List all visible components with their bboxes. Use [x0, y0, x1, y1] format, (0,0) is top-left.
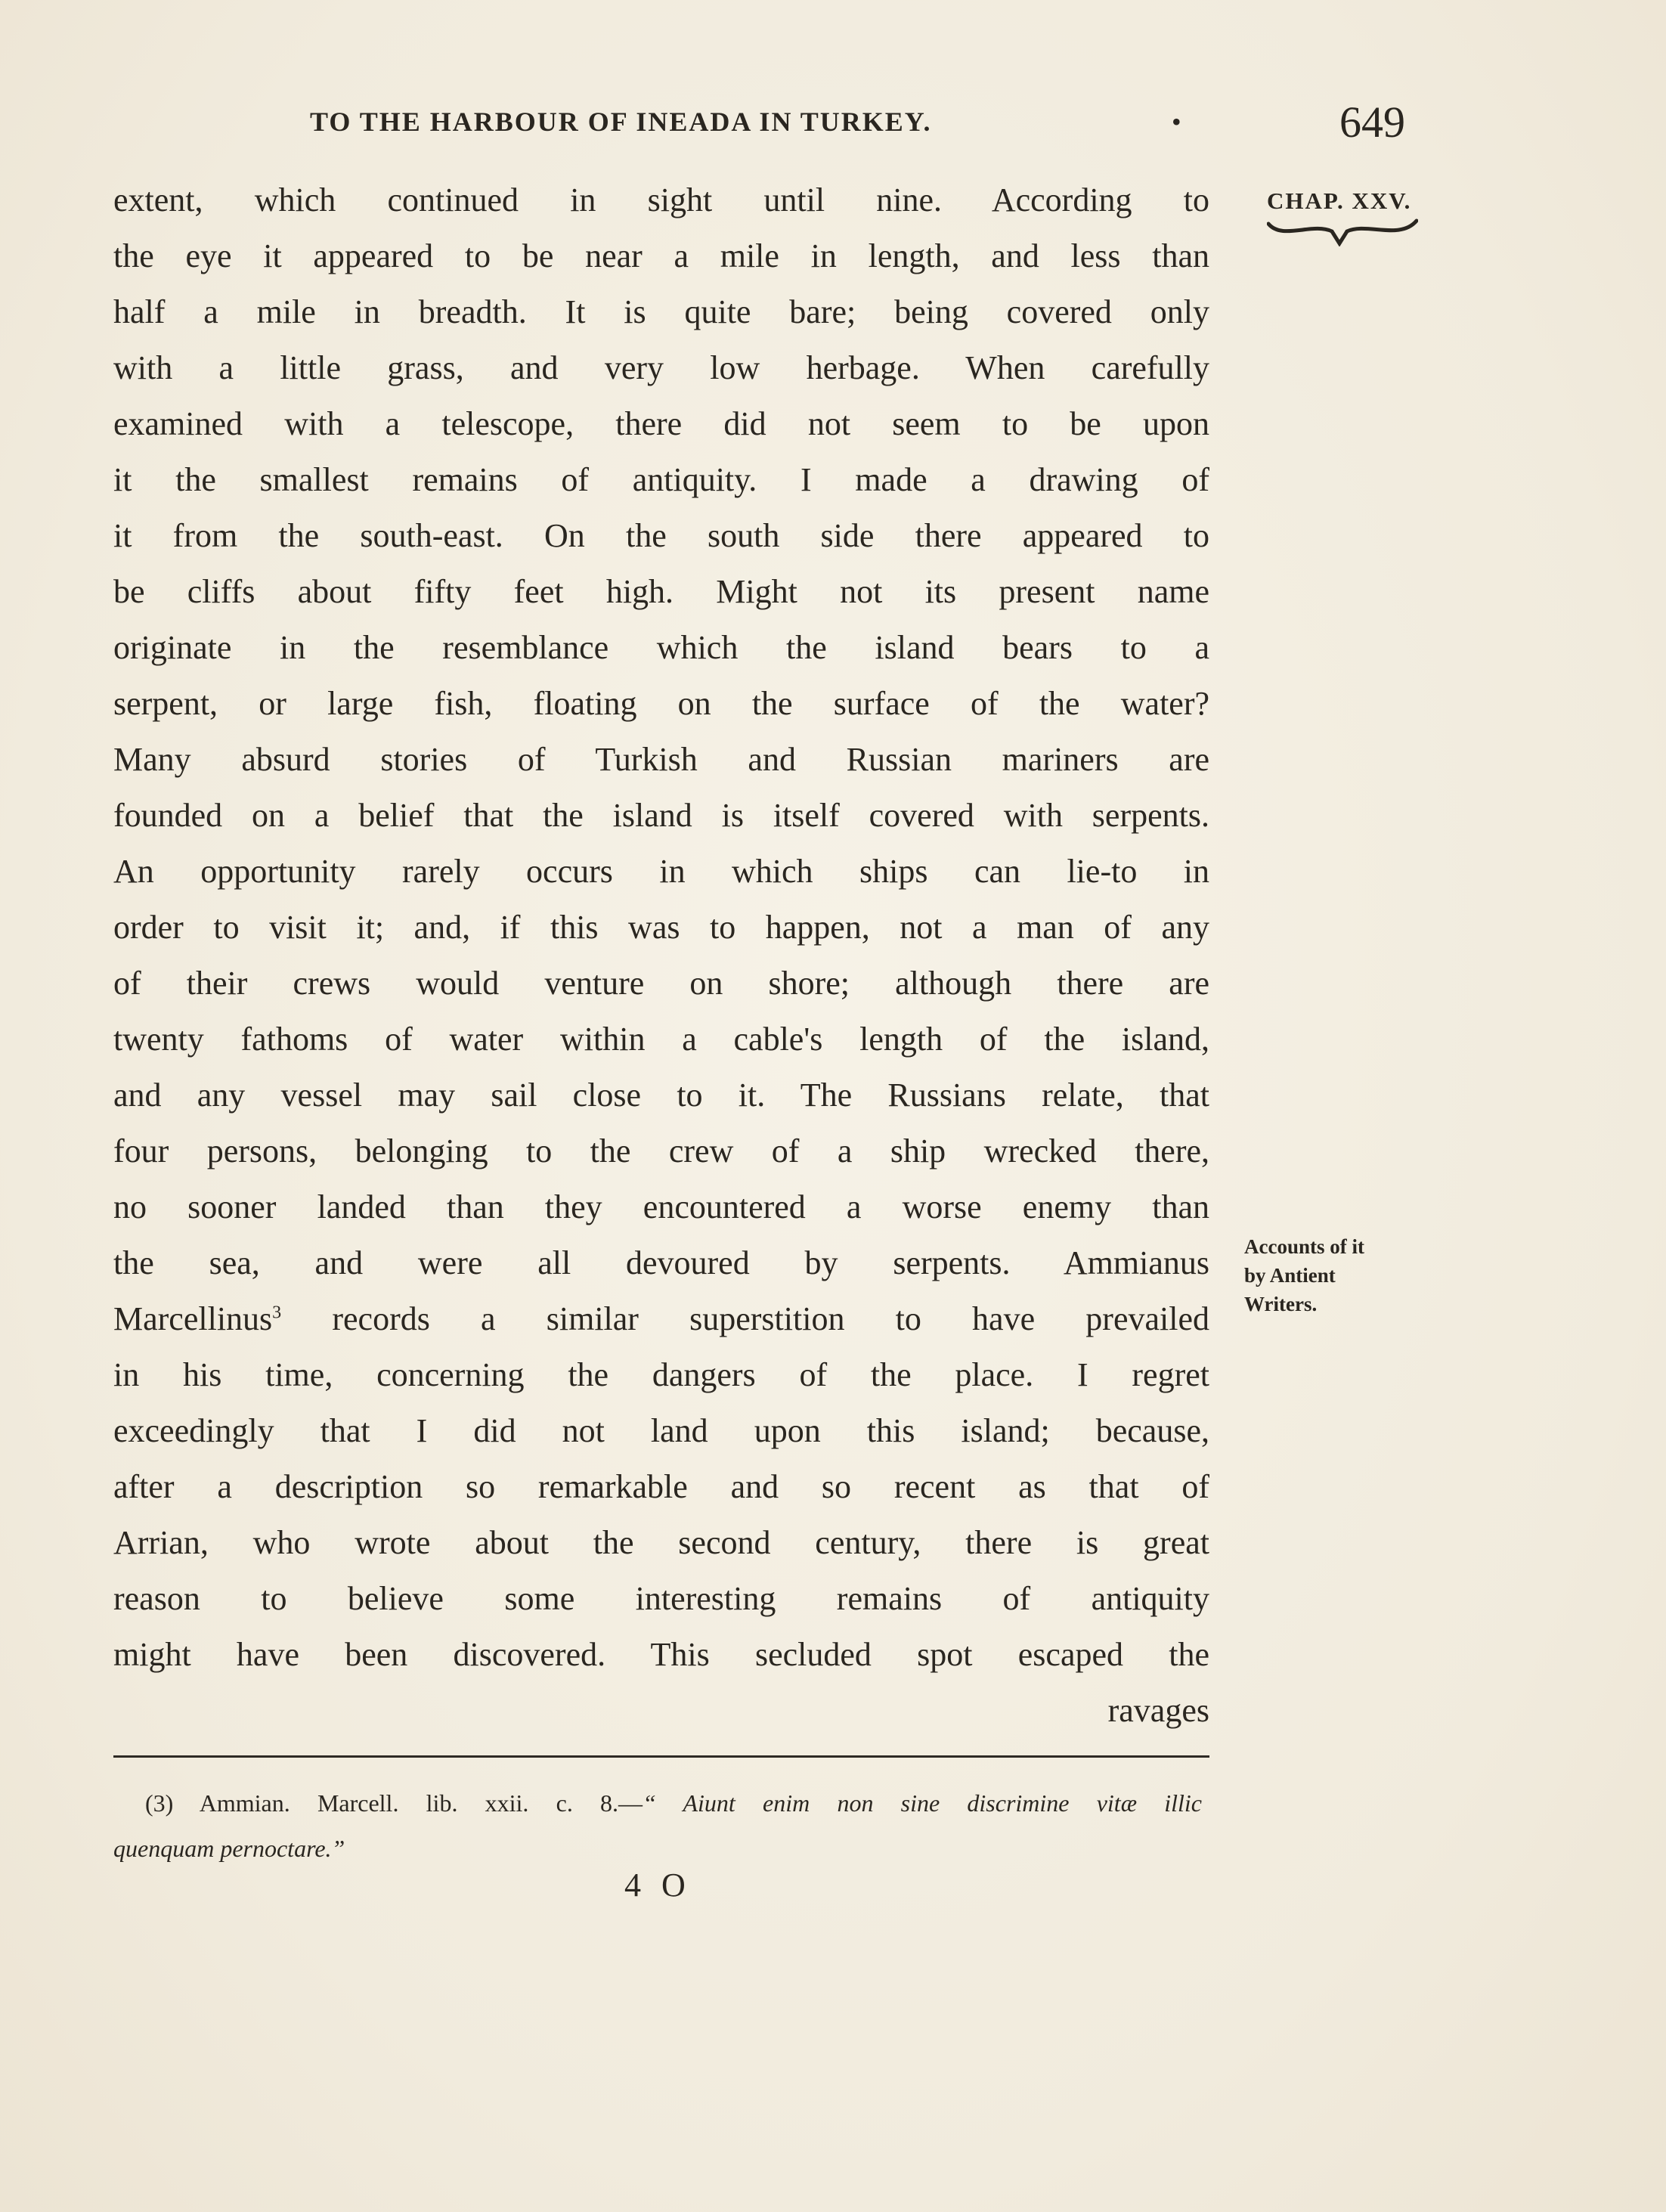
- catchword: ravages: [1107, 1692, 1209, 1729]
- text-line: order to visit it; and, if this was to happen, not a man of any: [113, 909, 1209, 946]
- text-line: of their crews would venture on shore; although there are: [113, 965, 1209, 1002]
- text-line: extent, which continued in sight until nine. According to: [113, 181, 1209, 218]
- signature-mark: 4 O: [624, 1867, 692, 1904]
- footnote-line: [113, 1780, 1202, 1826]
- footnote-quote: quenquam pernoctare.”: [113, 1835, 345, 1862]
- marginal-note: [1244, 1232, 1364, 1318]
- text-line: An opportunity rarely occurs in which ships can lie-to in: [113, 853, 1209, 890]
- text-line: it from the south-east. On the south side there appeared to: [113, 517, 1209, 554]
- body-text: [113, 172, 1209, 1739]
- text-line: in his time, concerning the dangers of the place. I regret: [113, 1356, 1209, 1393]
- text-line: Many absurd stories of Turkish and Russian mariners are: [113, 741, 1209, 778]
- marginal-note-line: by Antient: [1244, 1264, 1336, 1287]
- text-line: with a little grass, and very low herbage. When carefully: [113, 349, 1209, 386]
- running-head: TO THE HARBOUR OF INEADA IN TURKEY.: [310, 107, 932, 137]
- chapter-brace-icon: [1267, 216, 1418, 246]
- text-line: no sooner landed than they encountered a worse enemy than: [113, 1188, 1209, 1225]
- text-line: be cliffs about fifty feet high. Might not its present name: [113, 573, 1209, 610]
- text-line: founded on a belief that the island is itself covered with serpents.: [113, 797, 1209, 834]
- text-line: the eye it appeared to be near a mile in length, and less than: [113, 237, 1209, 274]
- text-line: the sea, and were all devoured by serpents. Ammianus: [113, 1244, 1209, 1281]
- text-line-with-note: [113, 1291, 1209, 1347]
- footnote-ref: 3: [272, 1303, 282, 1323]
- text-line: and any vessel may sail close to it. The Russians relate, that: [113, 1077, 1209, 1114]
- marginal-note-line: Accounts of it: [1244, 1235, 1364, 1258]
- marginal-note-line: Writers.: [1244, 1293, 1318, 1315]
- text-line: after a description so remarkable and so recent as that of: [113, 1468, 1209, 1505]
- footnote-line: [113, 1826, 1202, 1871]
- text-line: serpent, or large fish, floating on the surface of the water?: [113, 685, 1209, 722]
- footnote-rule: [113, 1755, 1209, 1758]
- footnote-citation: (3) Ammian. Marcell. lib. xxii. c. 8.—: [145, 1789, 643, 1817]
- text-line: half a mile in breadth. It is quite bare; being covered only: [113, 293, 1209, 330]
- text-line: four persons, belonging to the crew of a ship wrecked there,: [113, 1132, 1209, 1170]
- page-number: 649: [1339, 98, 1405, 147]
- text-fragment: records a similar superstition to have prevailed: [281, 1300, 1209, 1337]
- text-fragment: Marcellinus: [113, 1300, 273, 1337]
- text-line: examined with a telescope, there did not seem to be upon: [113, 405, 1209, 442]
- chapter-marker: CHAP. XXV.: [1267, 187, 1412, 214]
- text-line: originate in the resemblance which the island bears to a: [113, 629, 1209, 666]
- text-line: reason to believe some interesting remains of antiquity: [113, 1580, 1209, 1617]
- text-line: might have been discovered. This secluded spot escaped the: [113, 1636, 1209, 1673]
- text-line: it the smallest remains of antiquity. I made a drawing of: [113, 461, 1209, 498]
- footnote: [113, 1780, 1202, 1871]
- text-line: exceedingly that I did not land upon this island; because,: [113, 1412, 1209, 1449]
- footnote-quote: “ Aiunt enim non sine discrimine vitæ illic: [643, 1789, 1203, 1817]
- text-line: twenty fathoms of water within a cable's length of the island,: [113, 1021, 1209, 1058]
- head-ornament: •: [1172, 107, 1181, 137]
- text-line: Arrian, who wrote about the second century, there is great: [113, 1524, 1209, 1561]
